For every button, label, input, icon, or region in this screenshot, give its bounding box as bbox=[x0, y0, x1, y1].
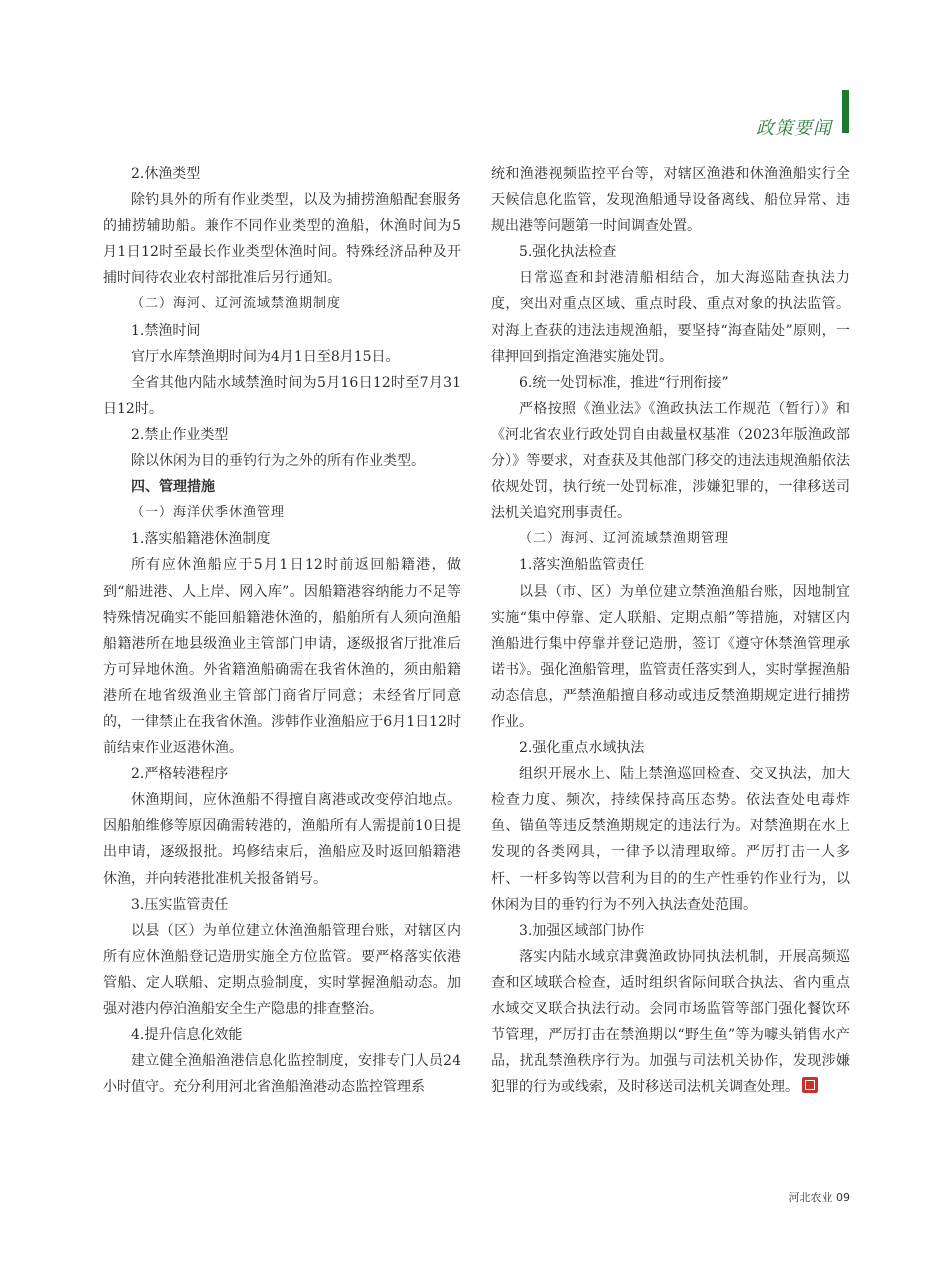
paragraph: 所有应休渔船应于5月1日12时前返回船籍港，做到“船进港、人上岸、网入库”。因船籍港容纳能力不足等特殊情况确实不能回船籍港休渔的，船舶所有人须向渔船船籍港所在地县级渔业主管部门申请，逐级报省厅批准后方可异地休渔。外省籍渔船确需在我省休渔的，须由船籍港所在地省级渔业主管部门商省厅同意；未经省厅同意的，一律禁止在我省休渔。涉韩作业渔船应于6月1日12时前结束作业返港休渔。 bbox=[103, 557, 461, 757]
paragraph: 建立健全渔船渔港信息化监控制度，安排专门人员24小时值守。充分利用河北省渔船渔港动态监控管理系 bbox=[103, 1053, 461, 1096]
page-footer bbox=[760, 1189, 850, 1205]
paragraph: 以县（市、区）为单位建立禁渔渔船台账，因地制宜实施“集中停靠、定人联船、定期点船”等措施，对辖区内渔船进行集中停靠并登记造册，签订《遵守休禁渔管理承诺书》。强化渔船管理，监管责任落实到人，实时掌握渔船动态信息，严禁渔船擅自移动或违反禁渔期规定进行捕捞作业。 bbox=[491, 583, 850, 730]
paragraph: 日常巡查和封港清船相结合，加大海巡陆查执法力度，突出对重点区域、重点时段、重点对象的执法监管。对海上查获的违法违规渔船，要坚持“海查陆处”原则，一律押回到指定渔港实施处罚。 bbox=[491, 270, 850, 365]
left-column bbox=[103, 161, 461, 1100]
heading: 5.强化执法检查 bbox=[519, 244, 617, 261]
page-number: 09 bbox=[836, 1191, 850, 1204]
heading: 2.禁止作业类型 bbox=[131, 426, 229, 443]
heading: 2.强化重点水域执法 bbox=[519, 740, 645, 757]
paragraph: 组织开展水上、陆上禁渔巡回检查、交叉执法，加大检查力度、频次，持续保持高压态势。依法查处电毒炸鱼、锚鱼等违反禁渔期规定的违法行为。对禁渔期在水上发现的各类网具，一律予以清理取缔。严厉打击一人多杆、一杆多钩等以营利为目的的生产性垂钓作业行为，以休闲为目的垂钓行为不列入执法查处范围。 bbox=[491, 766, 850, 913]
right-column bbox=[491, 161, 850, 1100]
end-seal-icon bbox=[802, 1077, 818, 1093]
heading: 4.提升信息化效能 bbox=[131, 1027, 243, 1044]
heading: 2.严格转港程序 bbox=[131, 766, 229, 783]
paragraph: 除以休闲为目的垂钓行为之外的所有作业类型。 bbox=[131, 453, 425, 470]
subsection-heading: （二）海河、辽河流域禁渔期管理 bbox=[519, 531, 730, 547]
heading: 1.禁渔时间 bbox=[131, 322, 201, 339]
paragraph-continued: 统和渔港视频监控平台等，对辖区渔港和休渔渔船实行全天候信息化监管，发现渔船通导设备离线、船位异常、违规出港等问题第一时间调查处置。 bbox=[491, 166, 850, 235]
paragraph: 休渔期间，应休渔船不得擅自离港或改变停泊地点。因船舶维修等原因确需转港的，渔船所有人需提前10日提出申请，逐级报批。坞修结束后，渔船应及时返回船籍港休渔，并向转港批准机关报备销号。 bbox=[103, 792, 461, 887]
heading: 3.压实监管责任 bbox=[131, 896, 229, 913]
section-title: 政策要闻 bbox=[756, 118, 832, 139]
paragraph: 全省其他内陆水域禁渔时间为5月16日12时至7月31日12时。 bbox=[103, 374, 461, 417]
subsection-heading: （二）海河、辽河流域禁渔期制度 bbox=[131, 296, 342, 312]
section-heading: 四、管理措施 bbox=[131, 479, 215, 496]
heading: 2.休渔类型 bbox=[131, 166, 201, 182]
heading: 6.统一处罚标准，推进“行刑衔接” bbox=[519, 374, 729, 391]
section-accent-bar bbox=[842, 90, 849, 133]
heading: 1.落实船籍港休渔制度 bbox=[131, 531, 271, 548]
heading: 3.加强区域部门协作 bbox=[519, 922, 645, 939]
paragraph: 严格按照《渔业法》《渔政执法工作规范（暂行）》和《河北省农业行政处罚自由裁量权基准（2023年版渔政部分）》等要求，对查获及其他部门移交的违法违规渔船依法依规处罚，执行统一处罚标准，涉嫌犯罪的，一律移送司法机关追究刑事责任。 bbox=[491, 400, 850, 522]
paragraph: 以县（区）为单位建立休渔渔船管理台账，对辖区内所有应休渔船登记造册实施全方位监管。要严格落实依港管船、定人联船、定期点验制度，实时掌握渔船动态。加强对港内停泊渔船安全生产隐患的排查整治。 bbox=[103, 922, 461, 1017]
subsection-heading: （一）海洋伏季休渔管理 bbox=[131, 505, 286, 521]
paragraph-final bbox=[491, 944, 850, 1101]
paragraph: 除钓具外的所有作业类型，以及为捕捞渔船配套服务的捕捞辅助船。兼作不同作业类型的渔船，休渔时间为5月1日12时至最长作业类型休渔时间。特殊经济品种及开捕时间待农业农村部批准后另行通知。 bbox=[103, 192, 461, 287]
heading: 1.落实渔船监管责任 bbox=[519, 557, 645, 574]
paragraph-final-text: 落实内陆水域京津冀渔政协同执法机制，开展高频巡查和区域联合检查，适时组织省际间联合执法、省内重点水域交叉联合执法行动。会同市场监管等部门强化餐饮环节管理，严厉打击在禁渔期以“野生鱼”等为噱头销售水产品，扰乱禁渔秩序行为。加强与司法机关协作，发现涉嫌犯罪的行为或线索，及时移送司法机关调查处理。 bbox=[491, 948, 850, 1096]
publication-name: 河北农业 bbox=[788, 1191, 833, 1204]
paragraph: 官厅水库禁渔期时间为4月1日至8月15日。 bbox=[131, 348, 400, 365]
